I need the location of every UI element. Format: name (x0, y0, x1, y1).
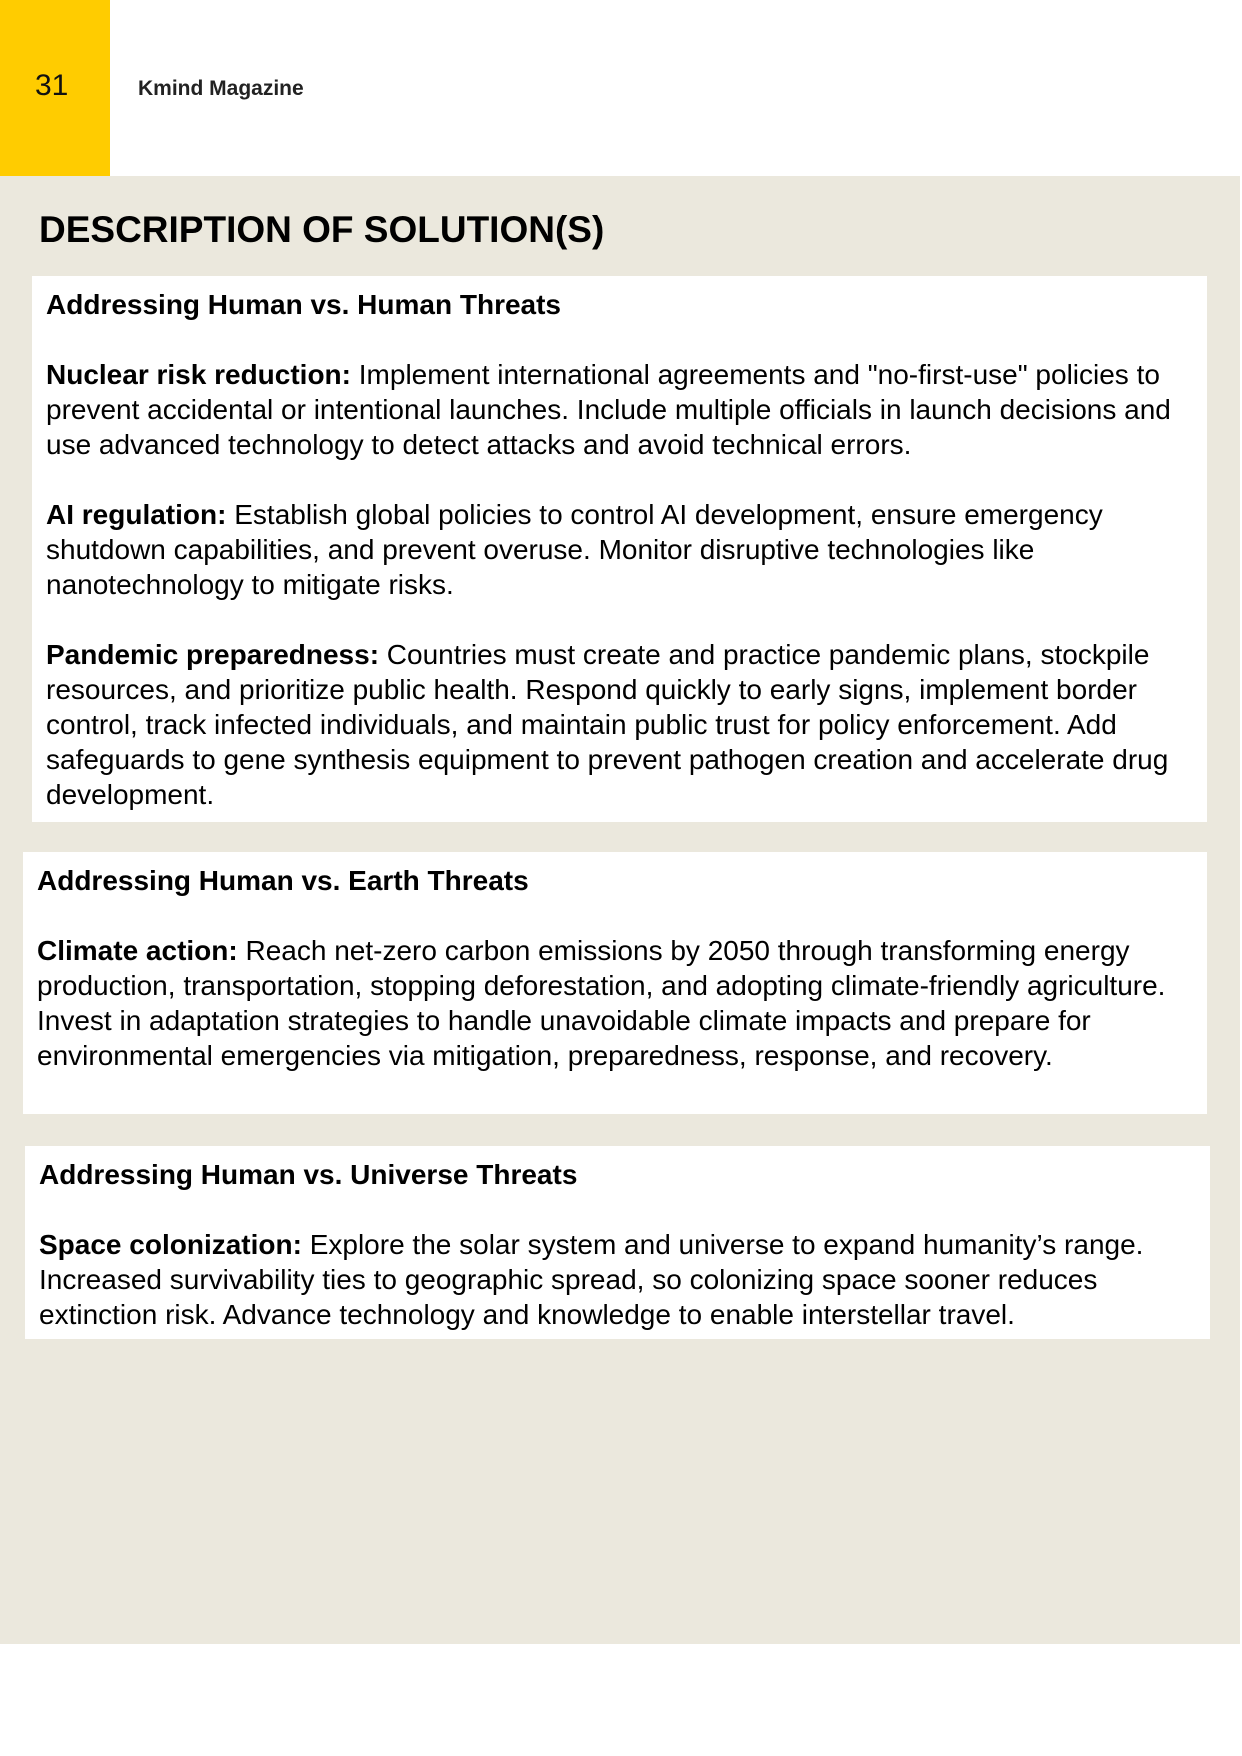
solution-lead: Space colonization: (39, 1229, 302, 1260)
solution-paragraph (39, 1227, 1196, 1332)
page-title: DESCRIPTION OF SOLUTION(S) (39, 209, 605, 250)
magazine-name: Kmind Magazine (138, 77, 304, 100)
page-header (0, 0, 1242, 176)
card-heading: Addressing Human vs. Universe Threats (39, 1159, 578, 1190)
solution-text: Countries must create and practice pandemic plans, stockpile resources, and prioritize public health. Respond quickly to early signs, implement border control, track infected individuals, and maintain public trust for policy enforcement. Add safeguards to gene synthesis equipment to prevent pathogen creation and accelerate drug development. (46, 639, 1169, 810)
solution-paragraph (46, 497, 1193, 602)
page-number: 31 (35, 69, 69, 102)
card-heading: Addressing Human vs. Earth Threats (37, 865, 529, 896)
page-number-tab (0, 0, 110, 176)
solution-paragraph (37, 933, 1193, 1073)
solution-lead: Nuclear risk reduction: (46, 359, 351, 390)
solution-lead: AI regulation: (46, 499, 227, 530)
solution-text: Implement international agreements and "no-first-use" policies to prevent accidental or intentional launches. Include multiple officials in launch decisions and use advanced technology to detect attacks and avoid technical errors. (46, 359, 1171, 460)
card-heading: Addressing Human vs. Human Threats (46, 289, 562, 320)
solution-text: Establish global policies to control AI development, ensure emergency shutdown capabilities, and prevent overuse. Monitor disruptive technologies like nanotechnology to mitigate risks. (46, 499, 1103, 600)
solution-lead: Climate action: (37, 935, 238, 966)
human-vs-human-card (32, 276, 1207, 822)
solution-paragraph (46, 357, 1193, 462)
solution-lead: Pandemic preparedness: (46, 639, 380, 670)
solution-paragraph (46, 637, 1193, 812)
solution-text: Reach net-zero carbon emissions by 2050 through transforming energy production, transportation, stopping deforestation, and adopting climate-friendly agriculture. Invest in adaptation strategies to handle unavoidable climate impacts and prepare for environmental emergencies via mitigation, preparedness, response, and recovery. (37, 935, 1166, 1071)
human-vs-universe-card (25, 1146, 1210, 1339)
human-vs-earth-card (23, 852, 1207, 1114)
solution-text: Explore the solar system and universe to expand humanity’s range. Increased survivability ties to geographic spread, so colonizing space sooner reduces extinction risk. Advance technology and knowledge to enable interstellar travel. (39, 1229, 1144, 1330)
